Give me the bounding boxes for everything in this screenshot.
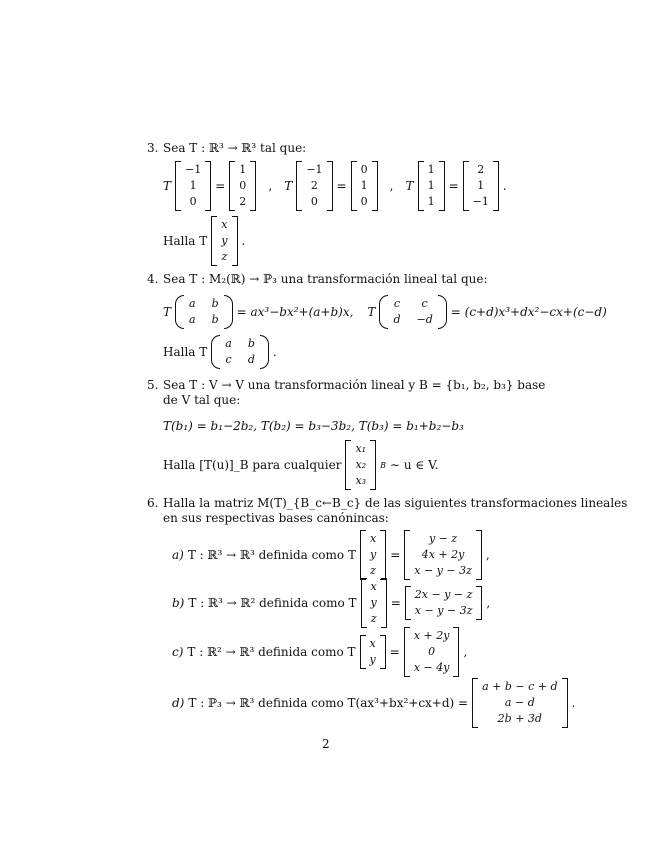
matrix-entry: b bbox=[211, 313, 219, 326]
vector-entry: x − y − 3z bbox=[414, 604, 473, 617]
halla-label: Halla T bbox=[163, 345, 208, 359]
matrix-entry: c bbox=[393, 297, 401, 310]
vector-entry: y bbox=[221, 234, 228, 247]
matrix-m3 bbox=[211, 335, 269, 369]
separator: , bbox=[389, 179, 394, 193]
t-symbol: T bbox=[405, 179, 414, 193]
vector-c1-out bbox=[229, 161, 256, 211]
vector-entry: 0 bbox=[360, 195, 368, 208]
vector-c3-in bbox=[418, 161, 445, 211]
vector-out bbox=[404, 627, 460, 677]
problem-6-intro2: en sus respectivas bases canónincas: bbox=[163, 511, 389, 525]
item-label: a) bbox=[172, 548, 184, 562]
period: . bbox=[241, 234, 246, 248]
equals: = bbox=[448, 179, 459, 193]
problem-5-halla bbox=[163, 440, 442, 490]
equals: = bbox=[390, 596, 401, 610]
t-symbol: T bbox=[163, 305, 172, 319]
item-text: T : ℙ₃ → ℝ³ definida como T(ax³+bx²+cx+d) = bbox=[188, 696, 469, 710]
item-text: T : ℝ³ → ℝ³ definida como T bbox=[187, 548, 356, 562]
vector-c1-in bbox=[175, 161, 211, 211]
equals: = bbox=[215, 179, 226, 193]
item-d bbox=[172, 678, 579, 728]
vector-entry: 0 bbox=[360, 163, 368, 176]
vector-entry: x bbox=[369, 532, 377, 545]
problem-4-intro: Sea T : M₂(ℝ) → ℙ₃ una transformación lineal tal que: bbox=[163, 272, 488, 286]
item-a bbox=[172, 530, 494, 580]
vector-in bbox=[361, 578, 387, 628]
problem-4-number: 4. bbox=[147, 272, 159, 286]
item-c bbox=[172, 628, 471, 676]
t-symbol: T bbox=[367, 305, 376, 319]
item-label: c) bbox=[172, 645, 184, 659]
vector-entry: x + 2y bbox=[413, 629, 450, 642]
vector-entry: 2x − y − z bbox=[414, 588, 473, 601]
vector-entry: 0 bbox=[428, 645, 436, 658]
vector-entry: 2b + 3d bbox=[497, 712, 542, 725]
vector-in bbox=[360, 530, 386, 580]
vector-entry: 2 bbox=[310, 179, 318, 192]
vector-entry: 1 bbox=[239, 163, 247, 176]
matrix-m1 bbox=[175, 295, 233, 329]
problem-3-intro: Sea T : ℝ³ → ℝ³ tal que: bbox=[163, 141, 307, 155]
vector-entry: 1 bbox=[477, 179, 485, 192]
vector-entry: z bbox=[221, 250, 228, 263]
period: . bbox=[502, 179, 507, 193]
vector-entry: y bbox=[369, 548, 377, 561]
matrix-entry: c bbox=[225, 353, 232, 366]
vector-entry: x₂ bbox=[355, 458, 367, 471]
vector-entry: 1 bbox=[427, 195, 435, 208]
vector-entry: x − y − 3z bbox=[414, 564, 472, 577]
equals: = bbox=[336, 179, 347, 193]
comma: , bbox=[485, 548, 490, 562]
m2-rhs: = (c+d)x³+dx²−cx+(c−d) bbox=[450, 305, 607, 319]
vector-entry: 0 bbox=[310, 195, 318, 208]
basis-subscript: B bbox=[380, 460, 386, 470]
matrix-entry: b bbox=[247, 337, 255, 350]
matrix-entry: c bbox=[421, 297, 428, 310]
vector-entry: 0 bbox=[189, 195, 197, 208]
vector-entry: y bbox=[369, 653, 376, 666]
problem-3-halla bbox=[163, 217, 249, 265]
problem-4-halla bbox=[163, 334, 281, 370]
problem-3-conditions bbox=[163, 163, 511, 209]
matrix-entry: d bbox=[247, 353, 255, 366]
equals: = bbox=[389, 645, 400, 659]
vector-entry: x₁ bbox=[355, 442, 367, 455]
problem-5-intro1: Sea T : V → V una transformación lineal y B = {b₁, b₂, b₃} base bbox=[163, 378, 546, 392]
vector-c2-in bbox=[296, 161, 332, 211]
vector-entry: z bbox=[370, 612, 377, 625]
vector-entry: 0 bbox=[239, 179, 247, 192]
item-text: T : ℝ³ → ℝ² definida como T bbox=[188, 596, 357, 610]
t-symbol: T bbox=[284, 179, 293, 193]
comma: , bbox=[486, 596, 491, 610]
problem-3-number: 3. bbox=[147, 141, 159, 155]
matrix-entry: a bbox=[225, 337, 232, 350]
vector-entry: −1 bbox=[185, 163, 202, 176]
problem-4-conditions bbox=[163, 294, 611, 330]
period: . bbox=[272, 345, 277, 359]
vector-entry: x bbox=[221, 218, 228, 231]
matrix-entry: d bbox=[393, 313, 401, 326]
vector-entry: x bbox=[370, 580, 377, 593]
period: . bbox=[571, 696, 576, 710]
vector-entry: −1 bbox=[306, 163, 323, 176]
problem-6-intro1: Halla la matriz M(T)_{B_c←B_c} de las siguientes transformaciones lineales bbox=[163, 496, 628, 510]
vector-entry: 2 bbox=[477, 163, 485, 176]
t-symbol: T bbox=[163, 179, 172, 193]
matrix-entry: −d bbox=[416, 313, 433, 326]
vector-entry: x₃ bbox=[355, 474, 367, 487]
item-label: d) bbox=[172, 696, 185, 710]
vector-entry: a − d bbox=[504, 696, 535, 709]
equals: = bbox=[390, 548, 401, 562]
vector-entry: 4x + 2y bbox=[421, 548, 465, 561]
vector-entry: z bbox=[370, 564, 376, 577]
page-number: 2 bbox=[322, 737, 330, 751]
matrix-entry: a bbox=[189, 297, 196, 310]
vector-out bbox=[472, 678, 567, 728]
problem-5-intro2: de V tal que: bbox=[163, 393, 241, 407]
vector-in bbox=[360, 635, 386, 669]
vector-entry: 1 bbox=[427, 179, 435, 192]
vector-out bbox=[405, 586, 483, 620]
vector-c3-out bbox=[463, 161, 499, 211]
vector-entry: y bbox=[370, 596, 377, 609]
vector-entry: y − z bbox=[428, 532, 458, 545]
vector-xyz bbox=[211, 216, 237, 266]
vector-entry: a + b − c + d bbox=[482, 680, 558, 693]
vector-coords bbox=[345, 440, 376, 490]
problem-6-number: 6. bbox=[147, 496, 159, 510]
vector-entry: 1 bbox=[427, 163, 435, 176]
problem-5-number: 5. bbox=[147, 378, 159, 392]
matrix-entry: b bbox=[211, 297, 219, 310]
vector-c2-out bbox=[351, 161, 378, 211]
matrix-m2 bbox=[379, 295, 446, 329]
vector-entry: 1 bbox=[360, 179, 368, 192]
item-label: b) bbox=[172, 596, 185, 610]
halla-label: Halla T bbox=[163, 234, 208, 248]
problem-5-equations: T(b₁) = b₁−2b₂, T(b₂) = b₃−3b₂, T(b₃) = b₁+b₂−b₃ bbox=[163, 419, 464, 433]
vector-entry: x − 4y bbox=[413, 661, 450, 674]
vector-entry: 2 bbox=[239, 195, 247, 208]
item-text: T : ℝ² → ℝ³ definida como T bbox=[187, 645, 356, 659]
item-b bbox=[172, 580, 494, 626]
vector-out bbox=[404, 530, 482, 580]
vector-entry: −1 bbox=[472, 195, 489, 208]
tail-text: ∼ u ∈ V. bbox=[389, 458, 439, 472]
matrix-entry: a bbox=[189, 313, 196, 326]
vector-entry: 1 bbox=[189, 179, 197, 192]
m1-rhs: = ax³−bx²+(a+b)x, bbox=[236, 305, 354, 319]
vector-entry: x bbox=[369, 637, 376, 650]
separator: , bbox=[268, 179, 273, 193]
halla-label: Halla [T(u)]_B para cualquier bbox=[163, 458, 342, 472]
comma: , bbox=[463, 645, 468, 659]
